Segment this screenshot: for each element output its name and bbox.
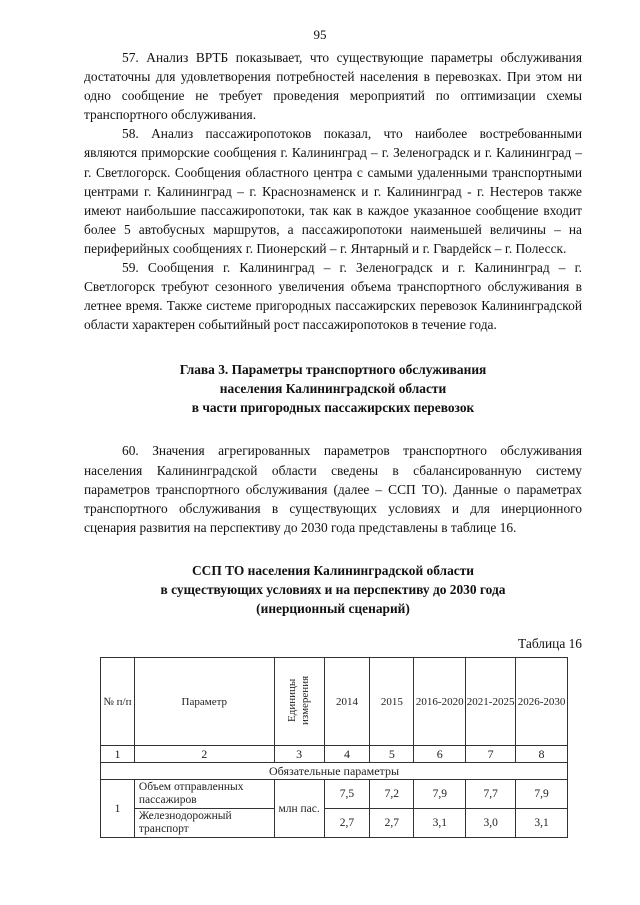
paragraph-57: 57. Анализ ВРТБ показывает, что существующие параметры обслуживания достаточны для удовлетворения потребностей населения в перевозках. При этом ни одно сообщение не требует проведения мероприятий по оптимизации схемы транспортного обслуживания. xyxy=(84,50,582,123)
table-header-row xyxy=(101,658,568,746)
row-param: Объем отправленных пассажиров xyxy=(134,780,274,809)
row-value: 7,7 xyxy=(466,780,516,809)
row-value: 2,7 xyxy=(370,809,414,838)
table-caption xyxy=(84,561,582,618)
column-number: 6 xyxy=(414,746,466,763)
section-title: Обязательные параметры xyxy=(101,763,568,780)
row-value: 3,1 xyxy=(414,809,466,838)
row-param: Железнодорожный транспорт xyxy=(134,809,274,838)
table-label: Таблица 16 xyxy=(518,635,582,651)
chapter-heading-line: Глава 3. Параметры транспортного обслуживания xyxy=(179,362,487,378)
table-caption-line: (инерционный сценарий) xyxy=(256,600,410,616)
page-number: 95 xyxy=(313,27,327,42)
paragraph-60: 60. Значения агрегированных параметров транспортного обслуживания населения Калининградской области сведены в сбалансированную систему параметров транспортного обслуживания (далее – ССП ТО). Данные о параметрах транспортного обслуживания в существующих условиях и для инерционного сценария развития на перспективу до 2030 года представлены в таблице 16. xyxy=(84,443,582,535)
document-body xyxy=(84,48,582,653)
row-value: 7,5 xyxy=(324,780,370,809)
table-caption-line: в существующих условиях и на перспективу до 2030 года xyxy=(160,581,506,597)
paragraph-58: 58. Анализ пассажиропотоков показал, что наиболее востребованными являются приморские сообщения г. Калининград – г. Зеленоградск и г. Калининград – г. Светлогорск. Сообщения областного центра с самыми удаленными транспортными центрами г. Калининград – г. Краснознаменск и г. Калининград - г. Нестеров также имеют наибольшие пассажиропотоки, так как в каждое указанное сообщение входит более 5 автобусных маршрутов, а пассажиропотоки наименьшей величины – на периферийных сообщениях г. Пионерский – г. Янтарный и г. Гвардейск – г. Полесск. xyxy=(84,126,582,256)
header-unit-text: Единицы измерения xyxy=(286,675,312,725)
header-unit xyxy=(274,658,324,746)
row-value: 7,9 xyxy=(414,780,466,809)
chapter-heading-line: населения Калининградской области xyxy=(219,381,447,397)
column-number: 7 xyxy=(466,746,516,763)
row-value: 2,7 xyxy=(324,809,370,838)
row-value: 7,2 xyxy=(370,780,414,809)
row-unit: млн пас. xyxy=(274,780,324,838)
header-2014: 2014 xyxy=(324,658,370,746)
header-2026-2030: 2026-2030 xyxy=(516,658,568,746)
header-2015: 2015 xyxy=(370,658,414,746)
header-2016-2020: 2016-2020 xyxy=(414,658,466,746)
column-number-row xyxy=(101,746,568,763)
column-number: 5 xyxy=(370,746,414,763)
paragraph-59: 59. Сообщения г. Калининград – г. Зеленоградск и г. Калининград – г. Светлогорск требуют сезонного увеличения объема транспортного обслуживания в летнее время. Также системе пригородных пассажирских перевозок Калининградской области характерен событийный рост пассажиропотоков в течение года. xyxy=(84,260,582,333)
chapter-heading xyxy=(84,360,582,417)
row-value: 3,1 xyxy=(516,809,568,838)
header-param: Параметр xyxy=(134,658,274,746)
row-group-number: 1 xyxy=(101,780,135,838)
chapter-heading-line: в части пригородных пассажирских перевозок xyxy=(191,400,475,416)
header-num: № п/п xyxy=(101,658,135,746)
table-caption-line: ССП ТО населения Калининградской области xyxy=(191,562,475,578)
column-number: 4 xyxy=(324,746,370,763)
row-value: 7,9 xyxy=(516,780,568,809)
parameters-table xyxy=(100,657,568,838)
column-number: 8 xyxy=(516,746,568,763)
table-row xyxy=(101,809,568,838)
header-2021-2025: 2021-2025 xyxy=(466,658,516,746)
table-row xyxy=(101,780,568,809)
column-number: 3 xyxy=(274,746,324,763)
row-value: 3,0 xyxy=(466,809,516,838)
section-row xyxy=(101,763,568,780)
column-number: 2 xyxy=(134,746,274,763)
column-number: 1 xyxy=(101,746,135,763)
